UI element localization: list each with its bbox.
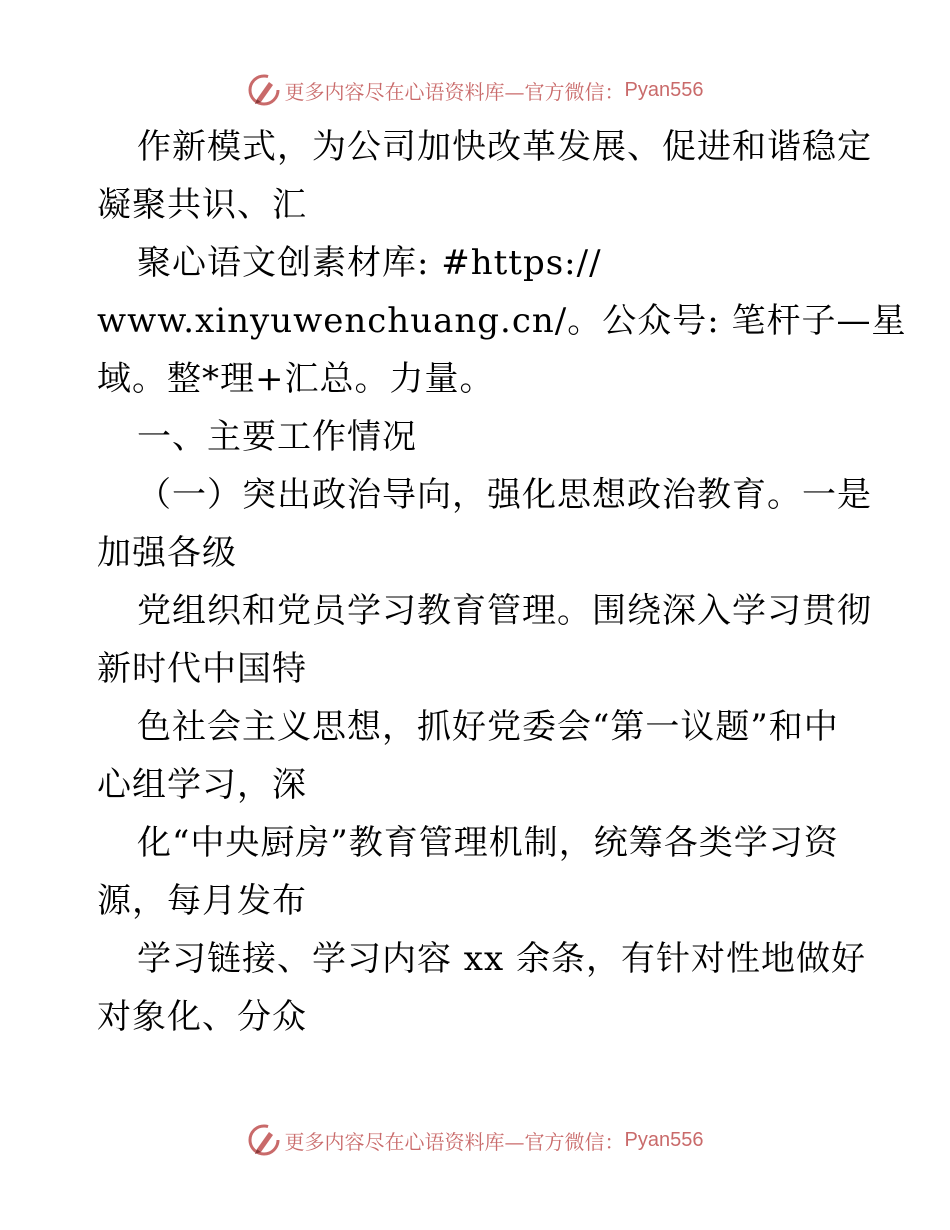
header-watermark bbox=[0, 70, 950, 110]
text-line: 凝聚共识、汇 bbox=[97, 185, 307, 225]
watermark-text: 更多内容尽在心语资料库—官方微信： bbox=[284, 1129, 625, 1154]
footer-watermark bbox=[0, 1120, 950, 1160]
text-line: www.xinyuwenchuang.cn/。公众号: 笔杆子—星 bbox=[97, 301, 907, 341]
pen-logo-icon bbox=[247, 1123, 281, 1157]
text-line: 化“中央厨房”教育管理机制，统筹各类学习资 bbox=[137, 823, 839, 863]
text-line: 学习链接、学习内容 xx 余条，有针对性地做好 bbox=[137, 939, 866, 979]
watermark-text: 更多内容尽在心语资料库—官方微信： bbox=[284, 79, 625, 104]
watermark-wechat-id: Pyan556 bbox=[624, 78, 704, 101]
pen-logo-icon bbox=[247, 73, 281, 107]
text-line: 党组织和党员学习教育管理。围绕深入学习贯彻 bbox=[137, 591, 872, 631]
text-line: 域。整*理+汇总。力量。 bbox=[97, 359, 495, 399]
watermark-wechat-id: Pyan556 bbox=[624, 1128, 704, 1151]
text-line: 源，每月发布 bbox=[97, 881, 307, 921]
text-line: 加强各级 bbox=[97, 533, 237, 573]
document-body bbox=[97, 118, 907, 1046]
text-line: 心组学习，深 bbox=[97, 765, 307, 805]
text-line: 作新模式，为公司加快改革发展、促进和谐稳定 bbox=[137, 127, 872, 167]
text-line: （一）突出政治导向，强化思想政治教育。一是 bbox=[137, 475, 872, 515]
section-heading: 一、主要工作情况 bbox=[137, 417, 417, 457]
text-line: 新时代中国特 bbox=[97, 649, 307, 689]
text-line: 对象化、分众 bbox=[97, 997, 307, 1037]
text-line: 色社会主义思想，抓好党委会“第一议题”和中 bbox=[137, 707, 839, 747]
text-line: 聚心语文创素材库: #https:// bbox=[137, 243, 602, 283]
